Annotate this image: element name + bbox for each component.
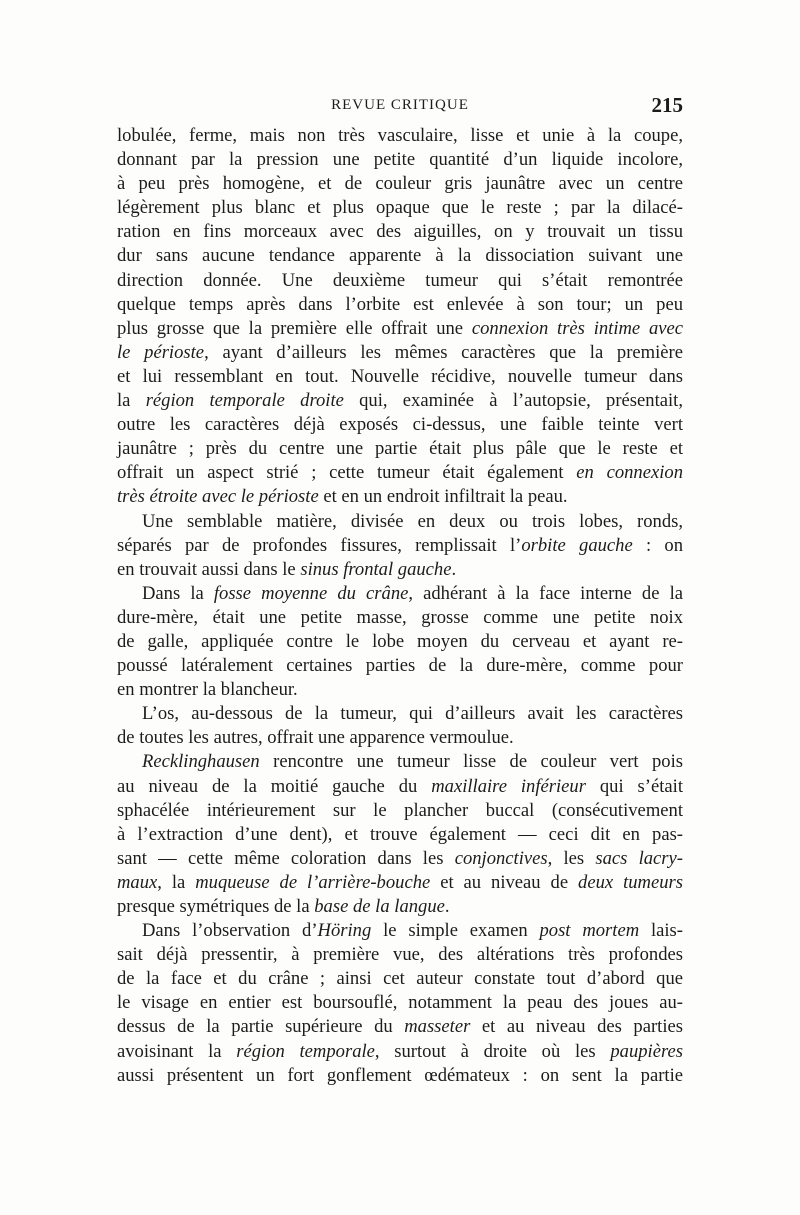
text-segment: offrait un aspect strié ; cette tumeur était également — [117, 462, 577, 484]
text-line — [117, 220, 683, 244]
text-segment: quelque temps après dans l’orbite est enlevée à son tour; un peu — [117, 293, 683, 315]
text-segment: poussé latéralement certaines parties de la dure-mère, comme pour — [117, 655, 683, 677]
text-line — [117, 606, 683, 630]
text-segment: , ayant d’ailleurs les mêmes caractères que la première — [204, 341, 683, 363]
text-segment: en trouvait aussi dans le — [117, 558, 301, 580]
text-segment: et au niveau de — [430, 871, 579, 893]
text-segment: : on — [632, 534, 683, 556]
italic-text: orbite gauche — [521, 534, 633, 556]
text-segment: , surtout à droite où les — [374, 1040, 611, 1062]
text-segment: . — [444, 896, 450, 917]
text-segment: en montrer la blancheur. — [117, 679, 298, 701]
text-segment: le visage en entier est boursouflé, notamment la peau des joues au- — [117, 992, 683, 1014]
text-segment: à peu près homogène, et de couleur gris jaunâtre avec un centre — [117, 173, 683, 195]
text-line — [117, 775, 683, 799]
text-line — [117, 461, 683, 485]
text-line — [117, 269, 683, 293]
text-segment: et lui ressemblant en tout. Nouvelle récidive, nouvelle tumeur dans — [117, 365, 683, 387]
text-segment: sphacélée intérieurement sur le plancher buccal (consécutivement — [117, 799, 683, 821]
text-line — [117, 895, 683, 919]
text-segment: qui, examinée à l’autopsie, présentait, — [343, 390, 683, 412]
text-line — [117, 172, 683, 196]
italic-text: conjonctives — [454, 847, 548, 869]
italic-text: connexion très intime avec — [471, 317, 683, 339]
text-segment: dur sans aucune tendance apparente à la dissociation suivant une — [117, 245, 683, 267]
text-line — [117, 702, 683, 726]
text-segment: légèrement plus blanc et plus opaque que le reste ; par la dilacé- — [117, 197, 683, 219]
text-line — [117, 413, 683, 437]
text-segment: direction donnée. Une deuxième tumeur qui s’était remontrée — [117, 269, 683, 291]
text-segment: lobulée, ferme, mais non très vasculaire, lisse et unie à la coupe, — [117, 125, 683, 146]
italic-text: sacs lacry- — [595, 847, 683, 869]
text-line — [117, 967, 683, 991]
text-line — [117, 148, 683, 172]
text-line — [117, 1015, 683, 1039]
text-segment: ration en fins morceaux avec des aiguilles, on y trouvait un tissu — [117, 221, 683, 243]
text-segment: et en un endroit infiltrait la peau. — [318, 486, 568, 508]
text-segment: presque symétriques de la — [117, 896, 315, 917]
text-segment: de la face et du crâne ; ainsi cet auteur constate tout d’abord que — [117, 968, 683, 990]
italic-text: muqueuse de l’arrière-bouche — [195, 871, 431, 893]
text-line — [117, 630, 683, 654]
text-segment: donnant par la pression une petite quantité d’un liquide incolore, — [117, 149, 683, 171]
italic-text: région temporale droite — [145, 390, 344, 412]
text-line — [117, 485, 683, 509]
text-segment: aussi présentent un fort gonflement œdémateux : on sent la partie — [117, 1064, 683, 1086]
text-line — [117, 582, 683, 606]
text-segment: , adhérant à la face interne de la — [408, 582, 683, 604]
text-line — [117, 365, 683, 389]
text-segment: de toutes les autres, offrait une apparence vermoulue. — [117, 727, 514, 749]
italic-text: deux tumeurs — [578, 871, 683, 893]
text-segment: au niveau de la moitié gauche du — [117, 775, 432, 797]
text-segment: dure-mère, était une petite masse, grosse comme une petite noix — [117, 606, 683, 628]
text-segment: avoisinant la — [117, 1040, 237, 1062]
text-line — [117, 654, 683, 678]
text-line — [117, 317, 683, 341]
italic-text: masseter — [404, 1016, 471, 1038]
text-segment: la — [117, 390, 146, 412]
text-segment: rencontre une tumeur lisse de couleur vert pois — [259, 751, 683, 773]
text-segment: à l’extraction d’une dent), et trouve également — ceci dit en pas- — [117, 823, 683, 845]
text-line — [117, 341, 683, 365]
text-segment: le simple examen — [371, 920, 540, 942]
text-segment: séparés par de profondes fissures, remplissait l’ — [117, 534, 522, 556]
running-head: REVUE CRITIQUE — [331, 97, 469, 113]
text-line — [117, 726, 683, 750]
italic-text: en connexion — [576, 462, 683, 484]
text-segment: . — [451, 558, 457, 580]
italic-text: Höring — [317, 920, 372, 942]
text-line — [117, 124, 683, 148]
italic-text: sinus frontal gauche — [300, 558, 452, 580]
text-segment: , les — [547, 847, 596, 869]
text-segment: sant — cette même coloration dans les — [117, 847, 455, 869]
text-segment: Une semblable matière, divisée en deux ou trois lobes, ronds, — [142, 510, 683, 532]
text-segment: Dans la — [142, 582, 214, 604]
text-segment: de galle, appliquée contre le lobe moyen du cerveau et ayant re- — [117, 630, 683, 652]
text-segment: dessus de la partie supérieure du — [117, 1016, 405, 1038]
text-line — [117, 437, 683, 461]
text-segment: , la — [157, 871, 196, 893]
text-segment: outre les caractères déjà exposés ci-dessus, une faible teinte vert — [117, 414, 683, 436]
text-line — [117, 871, 683, 895]
text-segment: jaunâtre ; près du centre une partie était plus pâle que le reste et — [117, 438, 683, 460]
page-header — [117, 93, 683, 127]
italic-text: région temporale — [236, 1040, 375, 1062]
text-line — [117, 919, 683, 943]
text-line — [117, 823, 683, 847]
italic-text: très étroite avec le périoste — [117, 486, 319, 508]
text-segment: sait déjà pressentir, à première vue, des altérations très profondes — [117, 944, 683, 966]
text-line — [117, 750, 683, 774]
text-line — [117, 799, 683, 823]
text-segment: qui s’était — [585, 775, 683, 797]
text-segment: plus grosse que la première elle offrait une — [117, 317, 472, 339]
text-segment: L’os, au-dessous de la tumeur, qui d’ailleurs avait les caractères — [142, 703, 683, 725]
text-line — [117, 293, 683, 317]
text-line — [117, 389, 683, 413]
text-line — [117, 534, 683, 558]
text-line — [117, 1064, 683, 1088]
text-segment: Dans l’observation d’ — [142, 920, 318, 942]
text-line — [117, 1040, 683, 1064]
text-line — [117, 196, 683, 220]
text-line — [117, 244, 683, 268]
text-line — [117, 558, 683, 582]
text-line — [117, 991, 683, 1015]
text-line — [117, 943, 683, 967]
italic-text: Recklinghausen — [142, 751, 260, 773]
italic-text: le périoste — [117, 341, 205, 363]
italic-text: maux — [117, 871, 158, 893]
italic-text: base de la langue — [314, 896, 445, 917]
text-line — [117, 847, 683, 871]
italic-text: fosse moyenne du crâne — [213, 582, 409, 604]
italic-text: maxillaire inférieur — [431, 775, 586, 797]
italic-text: post mortem — [539, 920, 640, 942]
text-segment: et au niveau des parties — [470, 1016, 683, 1038]
italic-text: paupières — [610, 1040, 683, 1062]
text-segment: lais- — [639, 920, 683, 942]
body-text — [117, 124, 683, 1088]
text-line — [117, 510, 683, 534]
text-line — [117, 678, 683, 702]
page-number: 215 — [651, 93, 683, 117]
